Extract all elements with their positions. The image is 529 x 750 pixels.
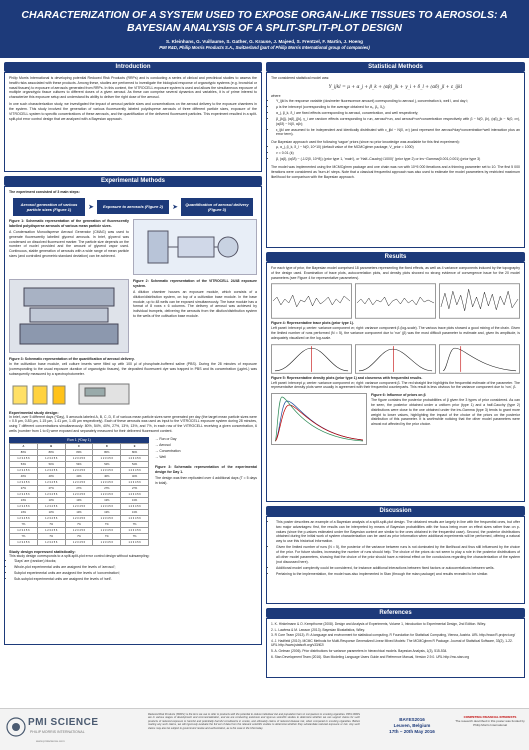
poster-footer [0,708,529,750]
plate-concentration-cell: 13% [65,509,93,515]
plate-well-cell: 1 2 3 4 5 6 [93,467,121,473]
reference-item: 4. J. Hadfield (2010). MCMC Methods for Multi-Response Generalized Linear Mixed Models: The MCMCglmm R Package. Journal of Statistical Software, 33(2), 1-22. URL http://www.jstatsoft.org/v33/i02/ [271,638,513,648]
figure-6-caption: Figure 6: Influence of priors on β [371,393,426,398]
density-plot-residual-variance [355,344,436,374]
flow-step-2: Exposure to aerosols (Figure 2) [97,200,169,213]
competing-interests [455,716,525,728]
plate-concentration-cell: 80% [37,449,65,455]
insert-diagram [9,380,69,408]
plate-column-label: B [37,443,65,449]
plate-well-cell: 1 2 3 4 5 6 [37,479,65,485]
plate-concentration-cell: 80% [121,449,149,455]
plate-well-row [10,539,149,545]
discussion-bullet: • This poster describes an example of a Bayesian analysis of a split-split-plot design. The obtained results are largely in line with the frequentist ones, but offer two major advantages: first, the results can be interpreted by means of Bayesian probabilities with the focus being more on effect sizes rather than on p-values (since the p-values estimated under the Bayesian context are similar to the ones obtained in the frequentist case). Second, the posterior distributions obtained during the initial work of system characterization can be used as prior information when additional experiments will be performed, offering a natural way to use this historical information. [276,520,520,544]
results-heading: Results [266,252,525,262]
plate-concentration-cell: 13% [121,497,149,503]
legend-well: → Well [155,454,166,459]
plate-concentration-cell: 27% [65,485,93,491]
brand-name: PMI SCIENCE [28,717,99,728]
methods-heading: Experimental Methods [4,176,262,186]
reference-item: 3. R Core Team (2013). R: A language and environment for statistical computing. R Foundation for Statistical Computing, Vienna, Austria. URL http://www.R-project.org/ [271,633,516,638]
left-column [4,62,262,645]
plate-concentration-cell: 7% [10,521,38,527]
figure-4-text: Left panel: intercept µ; center: variance component σ²; right: variance component β (log-scale). The various trace plots showed a good mixing of the chain. Given the limited number of runs performed (N = 5), the variance component due to 'run' (β) was the most difficult parameter to estimate and, given its amplitude, is adequately visualized on the log-scale. [271,326,520,340]
brand-subtitle: PHILIP MORRIS INTERNATIONAL [30,730,85,734]
plate-well-cell: 1 2 3 4 5 6 [65,527,93,533]
plate-well-cell: 1 2 3 4 5 6 [10,479,38,485]
plate-well-cell: 1 2 3 4 5 6 [121,515,149,521]
figure-5-caption: Figure 5: Representative density plots (prior type 1) and closeness with frequentist results. [271,375,423,380]
results-box [266,262,525,502]
plate-concentration-cell: 13% [93,509,121,515]
pmi-logo-icon [6,717,26,737]
plate-concentration-cell: 80% [10,449,38,455]
conference-info [372,717,452,734]
plate-well-cell: 1 2 3 4 5 6 [65,455,93,461]
study-text: This study design corresponds to a split-split-plot error control design without subsampling: [9,553,150,558]
figure-1-text: A Condensation Monodisperse Aerosol Generator (CMAG) was used to generate fluorescently labelled glycerol aerosols. In brief, glycerol was condensed on dissolved fluorescent marker. The particle size depends on the number of nuclei provided and the amount of glycerol vapor used. Continuous, stable generation of aerosols with a wide range of mean particle sizes (and controlled geometric standard deviation) can be achieved. [9,229,129,258]
discussion-heading: Discussion [266,506,525,516]
plate-concentration-cell: 13% [93,497,121,503]
plate-concentration-cell: 7% [65,521,93,527]
plate-well-cell: 1 2 3 4 5 6 [10,539,38,545]
stats-prior: • µ, α_j, β_k, δ_l ~ N(0, 10^10) (default value of the MCMCglmm package, V_prior = 1000) [276,145,520,150]
plate-concentration-cell: 27% [121,485,149,491]
plate-column-label: E [121,443,149,449]
reference-item: 6. Stan Development Team (2016). Stan Modeling Language Users Guide and Reference Manual, Version 2.9.0. URL http://mc-stan.org [271,654,470,659]
plate-well-cell: 1 2 3 4 5 6 [10,467,38,473]
plate-concentration-cell: 7% [93,533,121,539]
figure-2-caption: Figure 2: Schematic representation of the VITROCELL 24/48 exposure system. [133,279,257,289]
intro-heading: Introduction [4,62,262,72]
figure-5-text: Left panel: intercept µ; center: variance component σ²; right: variance component β. The red straight line highlights the frequentist estimate of the parameter. The representative density plots were usually in agreement with their frequentist counterparts. This result is less obvious for the variance component due to 'run', β. [271,380,520,390]
stats-prior: • β, (αβ), (αβδ) ~ (-1/2(0, 10^8)) (prior type 1, 'main'), or 'Half–Cauchy(√1000)' (prior type 2) or inv−Gamma(0.001,0.001) (prior type 3) [276,157,520,162]
plate-well-cell: 1 2 3 4 5 6 [65,503,93,509]
conference-place: Leuven, Belgium [393,723,431,728]
density-plot-run-variance [439,344,520,374]
figure-1-caption: Figure 1: Schematic representation of the generation of fluorescently labelled polydisperse aerosols of various mean particle sizes. [9,219,129,229]
plate-well-cell: 1 2 3 4 5 6 [121,527,149,533]
methods-flow [13,198,253,216]
stats-definition: • β_{k|j}, (αβ)_{jk}, γ_i are random effects corresponding to run, aerosol*run, and aerosol*run*concentration respectively with β ~ N(0, β²), (αβ)_jk ~ N(0, σ²), (αβδ) ~ N(0, αβ²); [276,117,520,127]
methods-box [4,186,262,645]
density-plot-intercept [271,344,352,374]
cmag-photo [133,219,257,275]
plate-concentration-cell: 13% [65,497,93,503]
plate-grid [9,443,149,546]
plate-concentration-cell: 13% [37,509,65,515]
stats-definition: • µ is the intercept (corresponding to the average obtained for α₁, β₁, δ₁); [276,105,520,110]
stats-heading: Statistical Methods [266,62,525,72]
plate-column-label: D [93,443,121,449]
trace-plot-run-variance [439,283,520,319]
plate-column-label: A [10,443,38,449]
plate-concentration-cell: 13% [10,509,38,515]
plate-concentration-cell: 7% [10,533,38,539]
figure-4-plots [271,283,520,319]
results-paragraph: For each type of prior, the Bayesian model comprised 18 parameters representing the fixed effects, as well as 4 variance components induced by the topography of the design used. Examination of trace plots, autocorrelation plots, and density plots showed no strong evidence of convergence issue for the 20 model parameters (see Figure 4 for representative parameters). [271,266,520,280]
stats-paragraph-2: Our Bayesian approach used the following 'vague' priors (since no prior knowledge was available for this first experiment): [271,140,460,145]
reference-item: 1. K. Hinkelmann & O. Kempthorne (2008). Design and Analysis of Experiments, Volume 1, Introduction to Experimental Design, 2nd Edition. Wiley. [271,622,486,626]
conference-name: BAYES2016 [399,717,425,722]
plate-concentration-cell: 40% [65,473,93,479]
intro-paragraph-1: Philip Morris International is developing potential Reduced Risk Products (RRPs) and is conducting a series of clinical and preclinical studies to assess the health risks associated with these products. Among these, studies are performed to investigate the biological response of organotypic systems (e.g. bronchial or nasal tissues) to exposure of aerosols generated from RRPs. In this context, the VITROCELL exposure system is used and allows the simultaneous exposure of multiple organotypic tissue cultures to different doses of a given aerosol. As these can comprise several dynamics and variables, it is of prime interest to characterize this exposure setup and understand its ability to deliver the right dose of the aerosol. [9,76,257,100]
methods-lead: The experiment consisted of 3 main steps: [9,190,80,194]
plate-well-cell: 1 2 3 4 5 6 [121,467,149,473]
plate-well-cell: 1 2 3 4 5 6 [10,455,38,461]
plate-concentration-cell: 7% [37,533,65,539]
plate-concentration-cell: 54% [10,461,38,467]
rrp-disclaimer: Reduced Risk Products ('RRPs') is the term we use to refer to products with the potential to reduce individual risk and population harm in comparison to smoking cigarettes. PMI's RRPs are in various stages of development and commercialization, and we are conducting extensive and rigorous scientific studies to determine whether we can support claims for such products of reduced exposure to harmful and potentially harmful constituents in smoke, and ultimately claims of reduced disease risk, when compared to smoking cigarettes. Before making any such claims, we will rigorously evaluate the full set of data from the relevant scientific studies to determine whether they substantiate reduced exposure or risk. Any such claims may also be subject to government review and authorization, as is the case in the USA today. [148,713,360,730]
plate-concentration-cell: 7% [37,521,65,527]
plate-well-cell: 1 2 3 4 5 6 [65,467,93,473]
plate-concentration-cell: 7% [121,521,149,527]
plate-well-cell: 1 2 3 4 5 6 [65,515,93,521]
plate-well-cell: 1 2 3 4 5 6 [37,455,65,461]
study-bullets [14,559,257,582]
plate-well-cell: 1 2 3 4 5 6 [10,503,38,509]
figure-3b-caption: Figure 3: Schematic representation of the experimental design for Day 1. [155,464,257,474]
study-bullet: • Subplot experimental units are assigned the levels of 'concentration'; [14,571,257,576]
plate-concentration-cell: 80% [93,449,121,455]
intro-box [4,72,262,172]
poster-authors: S. Kleinhans, G. Vuillaume, S. Gather, G. Krause, J. Majeed, S. Frentzel, F. Martin, J. Hoeng [166,39,363,45]
plate-well-cell: 1 2 3 4 5 6 [93,503,121,509]
competing-interests-title: COMPETING FINANCIAL INTERESTS [463,715,517,719]
plate-well-cell: 1 2 3 4 5 6 [93,527,121,533]
stats-paragraph-3: The model was implemented using the MCMCglmm package and one chain was run with 10^5 000 iterations and a thinning parameter set to 10. The first 5 000 iterations were considered as 'burn-in' steps. Note that a classical frequentist approach was also used to estimate the model parameters by restricted maximum likelihood for comparison with the Bayesian approach. [271,164,520,179]
plate-well-cell: 1 2 3 4 5 6 [121,455,149,461]
plate-concentration-cell: 40% [10,473,38,479]
plate-concentration-cell: 40% [93,473,121,479]
plate-concentration-cell: 54% [37,461,65,467]
stats-prior: • ν = 0.01 (k) [276,151,520,156]
plate-well-cell: 1 2 3 4 5 6 [37,467,65,473]
plate-concentration-cell: 13% [10,497,38,503]
flow-step-3: Quantification of aerosol delivery (Figure 3) [181,198,253,216]
plate-concentration-cell: 80% [65,449,93,455]
plate-concentration-cell: 54% [65,461,93,467]
discussion-bullet: • Pertaining to the implementation, the model was also implemented in Stan (through the rstan package) and results revealed to be similar. [276,572,520,577]
figure-2-text: A dilution chamber houses an exposure module, which consists of a dilution/distribution system, on top of a cultivation base module. In the base module, up to 48 wells can be exposed simultaneously. The base module has a format of 8 rows x 6 columns. The delivery of aerosol was achieved by individual trumpets, delivering the aerosols from the dilution/distribution system to the wells of the cultivation base module. [133,289,257,318]
trace-plot-residual-variance [355,283,436,319]
reference-item: 2. L. Lawless & M. Lawson (2013). Bayesian Biostatistics, Wiley. [271,627,365,632]
cmag-diagram [140,223,250,271]
intro-paragraph-2: In one such characterization study, we investigated the impact of aerosol particle sizes and concentrations on the aerosol delivery to the exposure chambers in the system. This study involved the generation of various fluorescently labeled polydisperse aerosols of three different particle sizes, exposure of the VITROCELL system to specific concentrations of these aerosols, and the quantification of the delivered fluorescent particles. This experiment resulted in a split-split-plot error control design that we analyzed with a Bayesian approach. [9,102,257,121]
plate-well-cell: 1 2 3 4 5 6 [37,527,65,533]
plate-well-cell: 1 2 3 4 5 6 [10,527,38,533]
plate-well-cell: 1 2 3 4 5 6 [10,515,38,521]
plate-well-cell: 1 2 3 4 5 6 [93,491,121,497]
study-bullet: • 'Days' are (random) blocks; [14,559,257,564]
plate-well-cell: 1 2 3 4 5 6 [10,491,38,497]
plate-well-cell: 1 2 3 4 5 6 [121,479,149,485]
discussion-bullet: • Additional model complexity could be considered, for instance additional interactions between fixed factors or autocorrelations between wells. [276,566,520,571]
plate-concentration-cell: 54% [93,461,121,467]
stats-definition: • α_j, β_k, δ_l are fixed effects corresponding to aerosol, concentration, and well respectively; [276,111,520,116]
plate-concentration-cell: 40% [121,473,149,479]
plate-block [9,437,257,546]
study-bullet: • Sub-subplot experimental units are assigned the levels of 'well'. [14,577,257,582]
plate-well-cell: 1 2 3 4 5 6 [121,491,149,497]
stats-definition: • ε_ijkl are assumed to be independent and identically distributed with ε_ijkl ~ N(0, σ²) (and represent the aerosol*day*concentration*well interaction plus an error term). [276,128,520,138]
brand-url: www.pmiscience.com [36,739,65,743]
model-formula: Y_ijkl = µ + α_j + β_k + (αβ)_jk + γ_i + δ_l + (αδ)_jl + ε_ijkl [328,84,463,90]
plate-well-cell: 1 2 3 4 5 6 [121,539,149,545]
plate-well-cell: 1 2 3 4 5 6 [37,503,65,509]
stats-lead: The considered statistical model was: [271,76,330,80]
plate-well-cell: 1 2 3 4 5 6 [65,491,93,497]
plate-concentration-cell: 7% [121,533,149,539]
plate-well-cell: 1 2 3 4 5 6 [93,479,121,485]
plate-concentration-cell: 27% [93,485,121,491]
stats-definition: • Y_ijkl is the response variable (dosimeter fluorescence amount) corresponding to aerosol j, concentration k, well l, and day i; [276,99,520,104]
figure-2-block [9,279,257,353]
plate-well-cell: 1 2 3 4 5 6 [37,491,65,497]
prior-influence-plot [271,393,367,445]
poster-title: CHARACTERIZATION OF A SYSTEM USED TO EXPOSE ORGAN-LIKE TISSUES TO AEROSOLS: A BAYESIAN ANALYSIS OF A SPLIT-SPLIT-PLOT DESIGN [21,9,508,35]
figure-4-caption: Figure 4: Representative trace plots (prior type 1). [271,321,354,326]
plate-well-cell: 1 2 3 4 5 6 [65,539,93,545]
figure-6-block [271,393,520,445]
reference-list [271,622,520,659]
arrow-right-icon: ➤ [172,204,178,212]
plate-well-cell: 1 2 3 4 5 6 [93,539,121,545]
plate-concentration-cell: 40% [37,473,65,479]
discussion-bullet: • Given the limited number of runs (N = 5), the posterior of the variance between runs is not dominated by the likelihood and thus still influenced by the choice of the prior. For future studies, increasing the number of runs should help. The choice of the priors do not seem to play a role in the posterior distributions of all other model parameters, showing that the choice of the prior should have a minimal effect on the conclusions regarding the characterization of the system (not discussed here). [276,545,520,564]
stats-where: where [271,93,281,98]
flow-step-1: Aerosol generation of various particle sizes (Figure 1) [13,198,85,216]
right-column [266,62,525,678]
reference-item: 5. A. Gelman (2006). Prior distributions for variance parameters in hierarchical models. Bayesian Analysis, 1(3), 515-534. [271,648,448,653]
competing-interests-text: The research described in this poster was funded by Philip Morris International [455,718,525,727]
vitrocell-diagram [14,282,124,350]
plate-concentration-cell: 7% [65,533,93,539]
plate-concentration-cell: 13% [121,509,149,515]
plate-well-cell: 1 2 3 4 5 6 [37,515,65,521]
study-subheading: Study design expressed statistically: [9,549,76,554]
figure-3b-text: The design was then replicated over 4 additional days (T = 5 days in total). [155,476,257,486]
plate-well-cell: 1 2 3 4 5 6 [93,455,121,461]
plate-well-cell: 1 2 3 4 5 6 [121,503,149,509]
plate-well-cell: 1 2 3 4 5 6 [65,479,93,485]
figure-5-plots [271,344,520,374]
study-bullet: • Whole-plot experimental units are assigned the levels of 'aerosol'; [14,565,257,570]
references-heading: References [266,608,525,618]
figure-3-caption: Figure 3: Schematic representation of the quantification of aerosol delivery. [9,357,135,362]
arrow-right-icon: ➤ [88,204,94,212]
figure-3-text: In the cultivation base module, cell culture inserts were filled up with 100 µl of phosphate-buffered saline (PBS). During the 28 minutes of exposure (corresponding to the usual exposure duration of organotypic tissues), the deposited fluorescent dye was trapped in PBS and its concentration (µg/mL) was subsequently measured by a spectrophotometer. [9,362,257,376]
plate-concentration-cell: 27% [37,485,65,491]
plate-well-cell: 1 2 3 4 5 6 [37,539,65,545]
plate-concentration-cell: 27% [10,485,38,491]
discussion-box [266,516,525,604]
legend-concentration: → Concentration [155,448,181,453]
design-subheading: Experimental study design: [9,410,59,415]
vitrocell-photo [9,279,129,353]
stats-priors [276,145,520,162]
references-box [266,618,525,678]
poster-affiliation: PMI R&D, Philip Morris Products S.A., Switzerland (part of Philip Morris International group of companies) [159,45,370,51]
trace-plot-intercept [271,283,352,319]
plate-well-cell: 1 2 3 4 5 6 [93,515,121,521]
poster-header [0,0,529,58]
spectrophotometer-diagram [75,380,135,408]
plate-concentration-cell: 54% [121,461,149,467]
figure-3-images [9,379,257,409]
legend-aerosol: → Aerosol [155,442,171,447]
figure-1-block [9,219,257,275]
plate-concentration-cell: 7% [93,521,121,527]
plate-concentration-cell: 13% [37,497,65,503]
conference-date: 17th – 20th May 2016 [389,729,435,734]
stats-definitions [276,99,520,138]
design-text: In brief, over 5 different days (*Day), 5 aerosols labeled A, B, C, D, E of various mean particle sizes were generated per day (the target mean particle sizes were ≈ 0.5 µm, 0.83 µm, 1.15 µm, 1.41 µm, 1.45 µm respectively). Each of these aerosols was used as input to the VITROCELL exposure system during 28 minutes, using 7 different concentrations simultaneously: 80%, 54%, 40%, 27%, 13%, 13%, and 7%, in each row of the VITROCELL receiving a given concentration, 6 wells (number from 1 to 6) were exposed and separately measured for their delivered fluorescent content. [9,414,257,433]
plate-column-label: C [65,443,93,449]
legend-run: → Run or Day [155,436,177,441]
figure-6-text: The figure contains the posterior probabilities of β given the 3 types of prior considered. As can be seen, the posterior obtained under a uniform prior (type 1) and a half-Cauchy (type 2) distributions were close to the one obtained under the inv-Gamma (type 3) tends to grant more weight to lower values, highlighting the impact of the choice of the priors on the posterior distribution of this parameter. It is worthwhile noticing that the other model parameters were almost not affected by the prior choice. [371,398,520,427]
stats-box [266,72,525,248]
discussion-bullets [276,520,520,577]
plate-title: Run 1 (*Day 1) [9,437,149,443]
